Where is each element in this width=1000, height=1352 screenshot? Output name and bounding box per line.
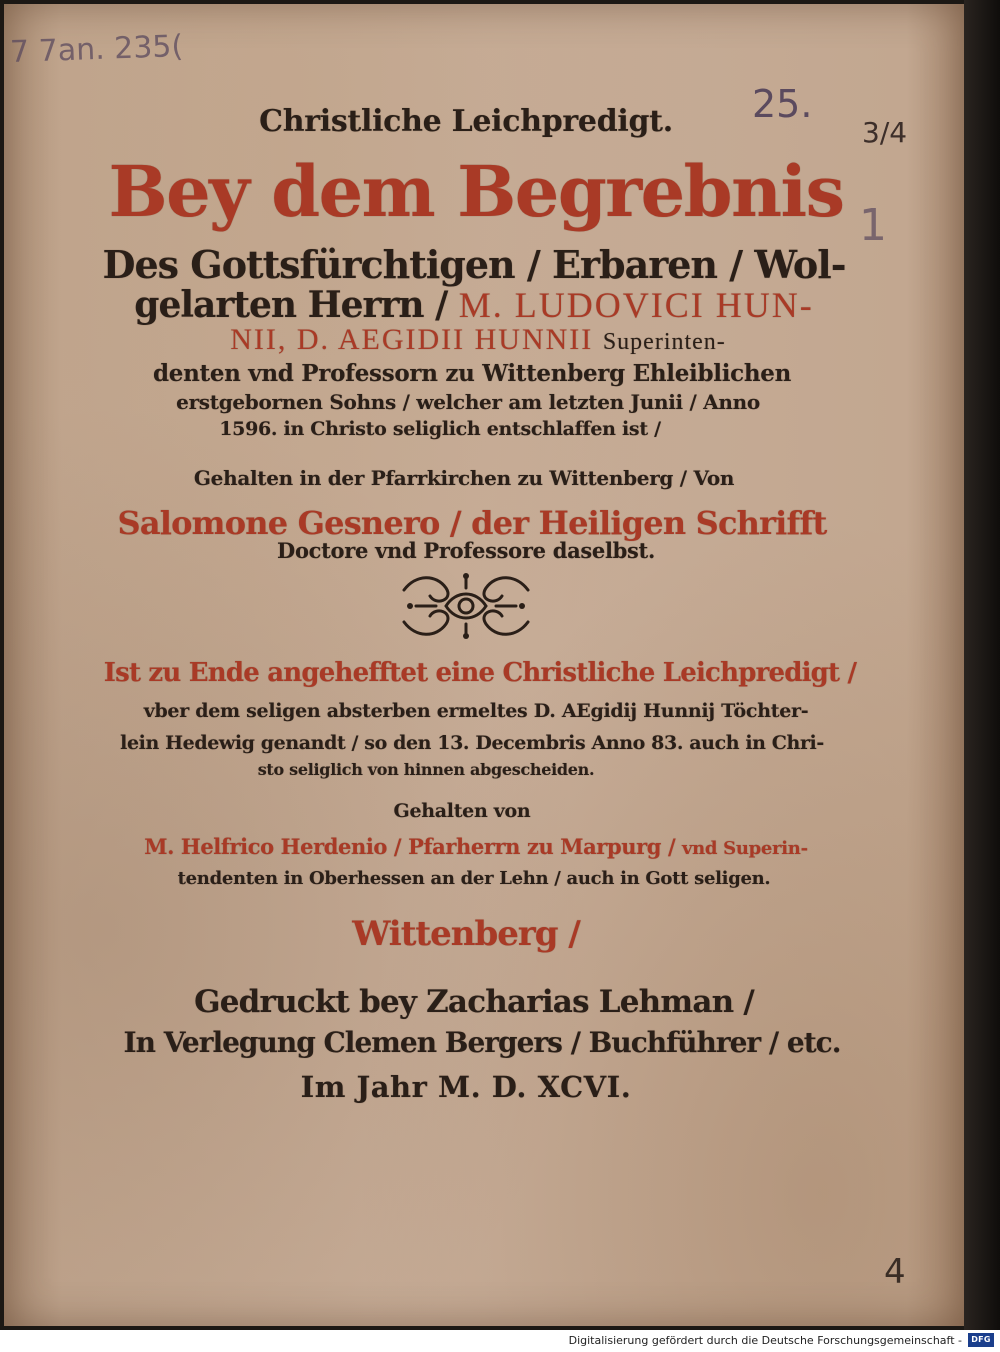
appendix-heading: Ist zu Ende angehefftet eine Christliche Leichpredigt / xyxy=(103,658,857,688)
imprint-publisher: In Verlegung Clemen Bergers / Buchführer / etc. xyxy=(123,1026,841,1059)
title-line-5-black: Superinten- xyxy=(602,329,726,355)
title-line-8: 1596. in Christo seliglich entschlaffen ist / xyxy=(219,418,661,440)
ornament-vignette-icon xyxy=(396,570,536,642)
title-line-7: erstgebornen Sohns / welcher am letzten Junii / Anno xyxy=(176,390,760,414)
sermon-location: Gehalten in der Pfarrkirchen zu Wittenberg / Von xyxy=(193,466,735,490)
title-page xyxy=(4,4,964,1326)
book-edge xyxy=(964,0,1000,1330)
second-sermon-by: Gehalten von xyxy=(393,800,531,822)
marginalia-folio-number: 25. xyxy=(752,82,813,126)
marginalia-top-left: 7 7an. 235( xyxy=(9,28,184,71)
second-preacher-line xyxy=(0,834,956,859)
title-line-4 xyxy=(0,284,954,326)
appendix-line-2: vber dem seligen absterben ermeltes D. AEgidij Hunnij Töchter- xyxy=(143,700,809,722)
preacher-title: Doctore vnd Professore daselbst. xyxy=(277,538,655,563)
imprint-printer: Gedruckt bey Zacharias Lehman / xyxy=(194,984,754,1020)
heading-leichpredigt: Christliche Leichpredigt. xyxy=(259,104,673,139)
title-line-3: Des Gottsfürchtigen / Erbaren / Wol- xyxy=(102,242,846,287)
imprint-place: Wittenberg / xyxy=(352,914,580,954)
marginalia-mark: 3/4 xyxy=(862,116,908,149)
second-preacher-line-2: tendenten in Oberhessen an der Lehn / auch in Gott seligen. xyxy=(177,868,771,889)
second-preacher-office: vnd Superin- xyxy=(681,838,808,859)
imprint-year: Im Jahr M. D. XCVI. xyxy=(300,1070,632,1104)
marginalia-bottom-right: 4 xyxy=(884,1252,906,1292)
title-line-4-black: gelarten Herrn / xyxy=(134,284,448,326)
second-preacher-name: M. Helfrico Herdenio / Pfarherrn zu Marpurg / xyxy=(144,834,676,859)
funding-credit[interactable]: Digitalisierung gefördert durch die Deutsche Forschungsgemeinschaft - xyxy=(568,1334,962,1347)
main-title: Bey dem Begrebnis xyxy=(108,150,844,233)
title-line-4-red: M. LUDOVICI HUN- xyxy=(458,285,814,325)
title-line-5 xyxy=(0,322,958,357)
marginalia-right: 1 xyxy=(859,200,887,251)
appendix-line-4: sto seliglich von hinnen abgescheiden. xyxy=(257,760,595,779)
title-line-5-red: NII, D. AEGIDII HUNNII xyxy=(230,323,594,356)
preacher-name: Salomone Gesnero / der Heiligen Schrifft xyxy=(117,504,827,542)
dfg-logo-icon[interactable]: DFG xyxy=(968,1333,994,1347)
title-line-6: denten vnd Professorn zu Wittenberg Ehleiblichen xyxy=(152,360,792,387)
appendix-line-3: lein Hedewig genandt / so den 13. Decembris Anno 83. auch in Chri- xyxy=(120,732,824,754)
